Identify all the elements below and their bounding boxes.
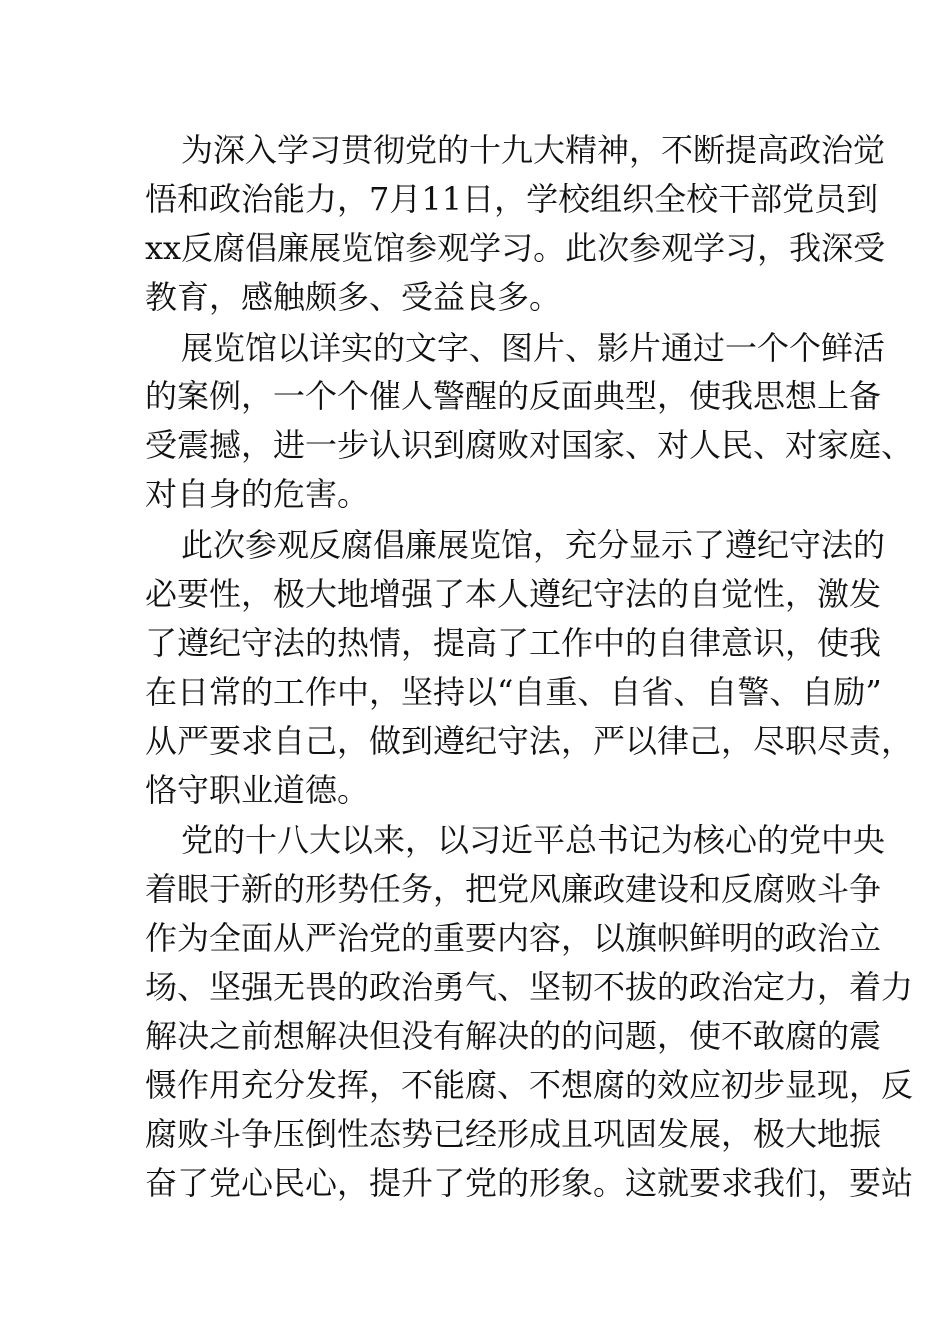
- text-line: 此次参观反腐倡廉展览馆，充分显示了遵纪守法的: [181, 526, 886, 565]
- text-line: 对自身的危害。: [145, 475, 370, 514]
- text-line: 悟和政治能力，7月11日，学校组织全校干部党员到: [145, 179, 879, 218]
- paragraph-3: [145, 521, 914, 814]
- text-line: 慑作用充分发挥，不能腐、不想腐的效应初步显现，反: [145, 1065, 914, 1104]
- text-line: 奋了党心民心，提升了党的形象。这就要求我们，要站: [145, 1163, 914, 1202]
- paragraph-4: [145, 816, 914, 1207]
- text-line: 解决之前想解决但没有解决的的问题，使不敢腐的震: [145, 1017, 882, 1056]
- text-line: 党的十八大以来，以习近平总书记为核心的党中央: [181, 821, 886, 860]
- text-line: 了遵纪守法的热情，提高了工作中的自律意识，使我: [145, 623, 882, 662]
- text-line: 教育，感触颇多、受益良多。: [145, 277, 562, 316]
- paragraph-1: [145, 126, 886, 322]
- text-line: 必要性，极大地增强了本人遵纪守法的自觉性，激发: [145, 575, 882, 614]
- text-line: xx反腐倡廉展览馆参观学习。此次参观学习，我深受: [145, 228, 886, 267]
- text-line: 在日常的工作中，坚持以“自重、自省、自警、自励”: [145, 672, 882, 711]
- text-line: 作为全面从严治党的重要内容，以旗帜鲜明的政治立: [145, 919, 882, 958]
- text-line: 场、坚强无畏的政治勇气、坚韧不拔的政治定力，着力: [145, 968, 914, 1007]
- text-line: 恪守职业道德。: [145, 770, 370, 809]
- text-line: 的案例，一个个催人警醒的反面典型，使我思想上备: [145, 377, 882, 416]
- text-line: 受震撼，进一步认识到腐败对国家、对人民、对家庭、: [145, 426, 914, 465]
- text-line: 展览馆以详实的文字、图片、影片通过一个个鲜活: [181, 328, 886, 367]
- paragraph-2: [145, 324, 914, 520]
- text-line: 从严要求自己，做到遵纪守法，严以律己，尽职尽责，: [145, 721, 914, 760]
- text-line: 着眼于新的形势任务，把党风廉政建设和反腐败斗争: [145, 870, 882, 909]
- text-line: 腐败斗争压倒性态势已经形成且巩固发展，极大地振: [145, 1114, 882, 1153]
- document-body: [145, 126, 914, 1210]
- text-line: 为深入学习贯彻党的十九大精神，不断提高政治觉: [181, 131, 886, 169]
